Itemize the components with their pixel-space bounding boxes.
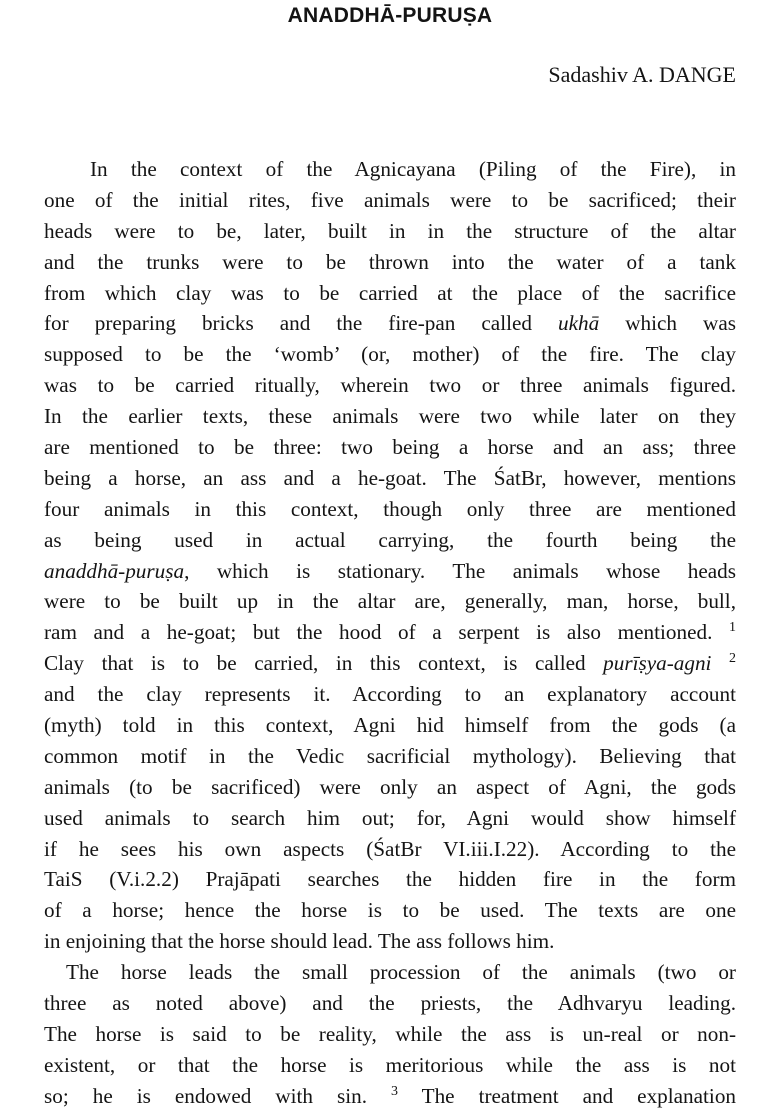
text-line: In the context of the Agnicayana (Piling of the Fire), in xyxy=(90,157,736,181)
text-line xyxy=(44,648,736,679)
text-segment: , which is stationary. The animals whose heads xyxy=(184,558,736,583)
article-title: ANADDHĀ-PURUṢA xyxy=(287,4,493,27)
text-line: are mentioned to be three: two being a horse and an ass; three xyxy=(44,435,736,460)
text-line xyxy=(44,308,736,339)
footnote-marker[interactable]: 1 xyxy=(729,620,736,636)
text-line: TaiS (V.i.2.2) Prajāpati searches the hidden fire in the form xyxy=(44,867,736,892)
text-line: four animals in this context, though only three are mentioned xyxy=(44,496,736,521)
text-line: The horse is said to be reality, while the ass is un-real or non- xyxy=(44,1021,736,1046)
text-line: if he sees his own aspects (ŚatBr VI.iii.I.22). According to the xyxy=(44,836,736,861)
footnote-marker[interactable]: 3 xyxy=(391,1083,399,1099)
article-body xyxy=(44,154,736,1112)
footnote-marker[interactable]: 2 xyxy=(729,651,736,667)
text-line: existent, or that the horse is meritorious while the ass is not xyxy=(44,1052,736,1077)
text-line: three as noted above) and the priests, the Adhvaryu leading. xyxy=(44,991,736,1016)
text-segment: for preparing bricks and the fire-pan called xyxy=(44,311,532,336)
text-line: and the clay represents it. According to an explanatory account xyxy=(44,682,736,707)
text-line: was to be carried ritually, wherein two or three animals figured. xyxy=(44,373,736,398)
text-line: in enjoining that the horse should lead. The ass follows him. xyxy=(44,929,555,954)
text-segment: which was xyxy=(625,311,737,336)
text-segment: Clay that is to be carried, in this context, is called xyxy=(44,651,586,676)
text-line: one of the initial rites, five animals were to be sacrificed; their xyxy=(44,187,736,212)
text-line xyxy=(44,1081,736,1112)
text-line: animals (to be sacrificed) were only an aspect of Agni, the gods xyxy=(44,774,736,799)
text-segment: ram and a he-goat; but the hood of a serpent is also mentioned. xyxy=(44,620,713,645)
italic-term: ukhā xyxy=(558,311,600,336)
text-segment: The treatment and explanation xyxy=(421,1083,737,1108)
text-line: In the earlier texts, these animals were two while later on they xyxy=(44,404,736,429)
paragraph-1 xyxy=(44,154,736,957)
italic-term: anaddhā-puruṣa xyxy=(44,558,185,583)
text-line: common motif in the Vedic sacrificial mythology). Believing that xyxy=(44,743,736,768)
paragraph-2 xyxy=(44,957,736,1111)
text-line: supposed to be the ‘womb’ (or, mother) of the fire. The clay xyxy=(44,342,736,367)
text-line: used animals to search him out; for, Agni would show himself xyxy=(44,805,736,830)
text-line xyxy=(44,556,736,587)
text-line: heads were to be, later, built in in the structure of the altar xyxy=(44,218,736,243)
text-line: from which clay was to be carried at the place of the sacrifice xyxy=(44,280,736,305)
text-line: and the trunks were to be thrown into the water of a tank xyxy=(44,249,736,274)
text-line: being a horse, an ass and a he-goat. The ŚatBr, however, mentions xyxy=(44,465,736,490)
text-line: as being used in actual carrying, the fourth being the xyxy=(44,527,736,552)
text-line: (myth) told in this context, Agni hid himself from the gods (a xyxy=(44,713,736,738)
text-line: of a horse; hence the horse is to be used. The texts are one xyxy=(44,898,736,923)
text-line xyxy=(44,617,736,648)
text-line: were to be built up in the altar are, generally, man, horse, bull, xyxy=(44,589,736,614)
text-segment: so; he is endowed with sin. xyxy=(44,1083,368,1108)
author-name: Sadashiv A. DANGE xyxy=(548,62,736,87)
text-line: The horse leads the small procession of the animals (two or xyxy=(66,960,736,985)
italic-term: purīṣya-agni xyxy=(603,651,712,676)
